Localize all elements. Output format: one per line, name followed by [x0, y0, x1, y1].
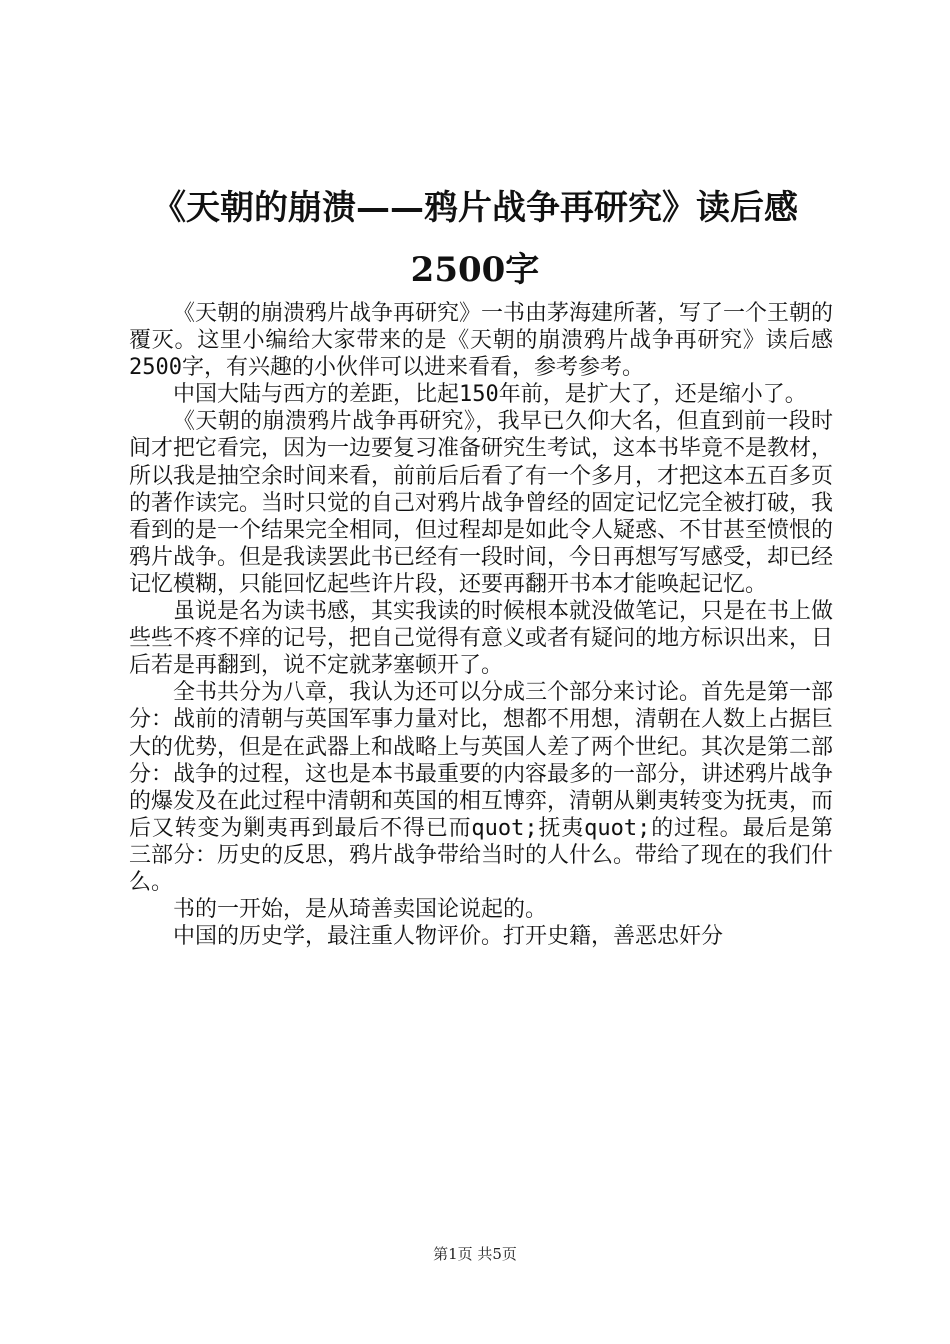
paragraph-question: 中国大陆与西方的差距，比起150年前，是扩大了，还是缩小了。 [173, 382, 807, 408]
document-title-subline: 2500字 [410, 250, 540, 290]
paragraph-opening: 书的一开始，是从琦善卖国论说起的。 [173, 897, 548, 923]
paragraph-intro: 《天朝的崩溃鸦片战争再研究》一书由茅海建所著，写了一个王朝的覆灭。这里小编给大家带来的是《天朝的崩溃鸦片战争再研究》读后感2500字，有兴趣的小伙伴可以进来看看，参考参考。 [129, 301, 834, 381]
paragraph-structure: 全书共分为八章，我认为还可以分成三个部分来讨论。首先是第一部分：战前的清朝与英国军事力量对比，想都不用想，清朝在人数上占据巨大的优势，但是在武器上和战略上与英国人差了两个世纪。其次是第二部分：战争的过程，这也是本书最重要的内容最多的一部分，讲述鸦片战争的爆发及在此过程中清朝和英国的相互博弈，清朝从剿夷转变为抚夷，而后又转变为剿夷再到最后不得已而quot;抚夷quot;的过程。最后是第三部分：历史的反思，鸦片战争带给当时的人什么。带给了现在的我们什么。 [129, 680, 834, 895]
paragraph-notes: 虽说是名为读书感，其实我读的时候根本就没做笔记，只是在书上做些些不疼不痒的记号，把自己觉得有意义或者有疑问的地方标识出来，日后若是再翻到，说不定就茅塞顿开了。 [129, 599, 834, 679]
document-body [129, 300, 833, 950]
paragraph-reading-experience: 《天朝的崩溃鸦片战争再研究》，我早已久仰大名，但直到前一段时间才把它看完，因为一边要复习准备研究生考试，这本书毕竟不是教材，所以我是抽空余时间来看，前前后后看了有一个多月，才把这本五百多页的著作读完。当时只觉的自己对鸦片战争曾经的固定记忆完全被打破，我看到的是一个结果完全相同，但过程却是如此令人疑惑、不甘甚至愤恨的鸦片战争。但是我读罢此书已经有一段时间，今日再想写写感受，却已经记忆模糊，只能回忆起些许片段，还要再翻开书本才能唤起记忆。 [129, 409, 834, 597]
paragraph-historiography: 中国的历史学，最注重人物评价。打开史籍，善恶忠奸分 [173, 924, 724, 950]
document-title: 《天朝的崩溃——鸦片战争再研究》读后感 [152, 188, 798, 228]
page-number-footer: 第1页 共5页 [433, 1245, 517, 1263]
